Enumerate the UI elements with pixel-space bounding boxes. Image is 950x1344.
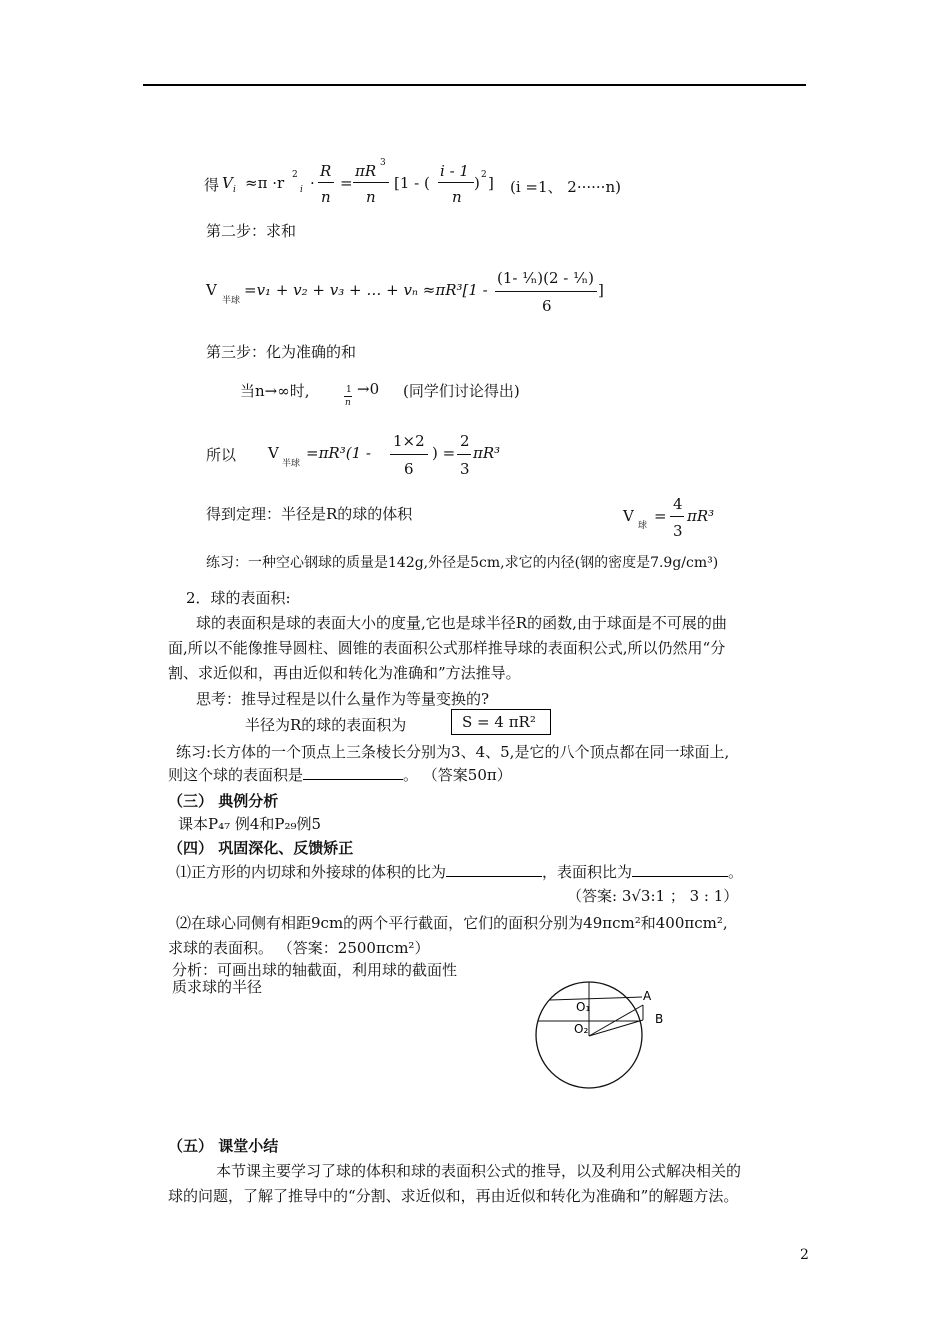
- limit-frac-num: 1: [346, 385, 352, 395]
- formula-1-bracket: [1 - (: [394, 174, 430, 192]
- formula-1-R: R: [320, 162, 332, 180]
- formula-1-n1: n: [321, 188, 331, 206]
- section-3-title: （三） 典例分析: [168, 792, 279, 810]
- formula-1-sub-i: i: [233, 185, 236, 195]
- formula-1-dot: ·: [310, 174, 315, 192]
- sphere-section-diagram: [530, 965, 690, 1090]
- question-1-blank-2[interactable]: [632, 876, 728, 877]
- formula-1-pi-r: ≈π ·r: [245, 174, 285, 192]
- formula-2-den: 6: [542, 297, 552, 315]
- formula-1-piR: πR: [355, 162, 377, 180]
- question-1-answer: （答案: 3√3:1 ； 3 : 1）: [567, 887, 739, 905]
- radius-line-b: [589, 1020, 643, 1036]
- limit-note: (同学们讨论得出): [403, 382, 520, 400]
- formula-2-num: (1- ¹⁄ₙ)(2 - ¹⁄ₙ): [497, 269, 594, 287]
- formula-1-n3: n: [452, 188, 462, 206]
- section-2-paragraph-line-2: 面,所以不能像推导圆柱、圆锥的表面积公式那样推导球的表面积公式,所以仍然用“分: [168, 639, 726, 657]
- formula-1-eq: =: [340, 174, 353, 192]
- question-1-blank-1[interactable]: [446, 876, 542, 877]
- practice-2-line-2: [168, 764, 512, 785]
- analysis-line-1: 分析：可画出球的轴截面，利用球的截面性: [172, 961, 458, 979]
- label-o1: O₁: [576, 1000, 591, 1014]
- formula-2-rb: ]: [598, 281, 604, 299]
- question-1: [176, 861, 743, 882]
- section-2-paragraph-line-3: 割、求近似和，再由近似和转化为准确和”方法推导。: [168, 664, 521, 682]
- formula-1-v: V: [222, 174, 233, 192]
- limit-frac-den: n: [345, 398, 351, 408]
- question-1-text-b: ，表面积比为: [542, 863, 633, 881]
- limit-text: 当n→∞时,: [240, 382, 310, 400]
- practice-2-answer-blank[interactable]: [303, 779, 403, 780]
- formula-2-frac-line: [495, 291, 597, 292]
- theorem-frac-line: [670, 516, 684, 517]
- section-2-paragraph-line-1: 球的表面积是球的表面大小的度量,它也是球半径R的函数,由于球面是不可展的曲: [196, 614, 727, 632]
- section-2-title: 2．球的表面积:: [186, 589, 291, 607]
- think-question: 思考：推导过程是以什么量作为等量变换的?: [196, 690, 490, 708]
- section-4-title: （四） 巩固深化、反馈矫正: [168, 839, 354, 857]
- section-3-text: 课本P₄₇ 例4和P₂₉例5: [178, 815, 322, 833]
- formula-1-n2: n: [366, 188, 376, 206]
- formula-1-sq2: 2: [481, 170, 487, 180]
- question-1-text-a: ⑴正方形的内切球和外接球的体积的比为: [176, 863, 447, 881]
- practice-1: 练习：一种空心钢球的质量是142g,外径是5cm,求它的内径(钢的密度是7.9g/cm³): [206, 555, 719, 571]
- formula-3-v: V: [268, 444, 279, 462]
- formula-1-lead: 得: [204, 176, 220, 194]
- formula-3-lead: 所以: [206, 446, 237, 464]
- surface-formula-box: [451, 709, 551, 735]
- limit-arrow: →0: [357, 380, 380, 398]
- summary-line-2: 球的问题，了解了推导中的“分割、求近似和，再由近似和转化为准确和”的解题方法。: [168, 1187, 739, 1205]
- theorem-sub: 球: [638, 521, 648, 531]
- label-a: A: [643, 989, 652, 1003]
- formula-3-sub: 半球: [282, 459, 301, 469]
- practice-2-question: 则这个球的表面积是: [168, 766, 304, 784]
- limit-frac-line: [344, 396, 352, 397]
- formula-3-frac-line-2: [457, 454, 471, 455]
- practice-2-line-1: 练习:长方体的一个顶点上三条棱长分别为3、4、5,是它的八个顶点都在同一球面上,: [176, 743, 730, 761]
- label-b: B: [655, 1012, 664, 1026]
- formula-1-cube: 3: [380, 158, 386, 168]
- formula-3-lhs: =πR³(1 -: [306, 444, 371, 462]
- section-5-title: （五） 课堂小结: [168, 1137, 279, 1155]
- practice-2-answer: 。 （答案50π）: [403, 766, 512, 784]
- question-1-text-c: 。: [728, 863, 744, 881]
- formula-3-num: 1×2: [393, 432, 425, 450]
- step-3: 第三步：化为准确的和: [206, 343, 357, 361]
- formula-1-range: (i =1、 2······n): [510, 178, 621, 196]
- theorem-v: V: [623, 507, 634, 525]
- formula-1-rb: ]: [488, 174, 494, 192]
- formula-3-mid: ) =: [432, 444, 456, 462]
- label-o2: O₂: [574, 1022, 589, 1036]
- formula-1-frac-line-2: [353, 182, 389, 183]
- question-2-line-1: ⑵在球心同侧有相距9cm的两个平行截面，它们的面积分别为49πcm²和400πcm²,: [176, 914, 728, 932]
- formula-3-rhs: πR³: [473, 444, 501, 462]
- formula-3-den: 6: [404, 460, 414, 478]
- formula-2-sub: 半球: [222, 296, 241, 306]
- theorem-eq: =: [654, 507, 667, 525]
- formula-1-frac-line-3: [438, 182, 474, 183]
- formula-3-den2: 3: [460, 460, 470, 478]
- theorem-rhs: πR³: [687, 507, 715, 525]
- surface-label: 半径为R的球的表面积为: [245, 716, 407, 734]
- theorem-den: 3: [673, 522, 683, 540]
- theorem-num: 4: [673, 495, 683, 513]
- formula-1-sq: 2: [292, 170, 298, 180]
- formula-1-sub-i2: i: [300, 185, 303, 195]
- surface-formula: S = 4 πR²: [462, 713, 536, 731]
- formula-2-sum: =v₁ + v₂ + v₃ + … + vₙ ≈πR³[1 -: [244, 281, 488, 299]
- summary-line-1: 本节课主要学习了球的体积和球的表面积公式的推导，以及利用公式解决相关的: [216, 1162, 742, 1180]
- formula-2-v: V: [206, 281, 217, 299]
- formula-1-close: ): [474, 174, 480, 192]
- formula-1-frac-line: [318, 182, 334, 183]
- step-2: 第二步：求和: [206, 222, 297, 240]
- page-number: 2: [800, 1247, 809, 1263]
- theorem-text: 得到定理：半径是R的球的体积: [206, 505, 413, 523]
- formula-3-num2: 2: [460, 432, 470, 450]
- header-rule: [143, 84, 806, 86]
- formula-1-i-minus-1: i - 1: [440, 162, 469, 180]
- formula-3-frac-line: [390, 454, 428, 455]
- question-2-line-2: 求球的表面积。 （答案：2500πcm²）: [168, 939, 430, 957]
- analysis-line-2: 质求球的半径: [172, 978, 263, 996]
